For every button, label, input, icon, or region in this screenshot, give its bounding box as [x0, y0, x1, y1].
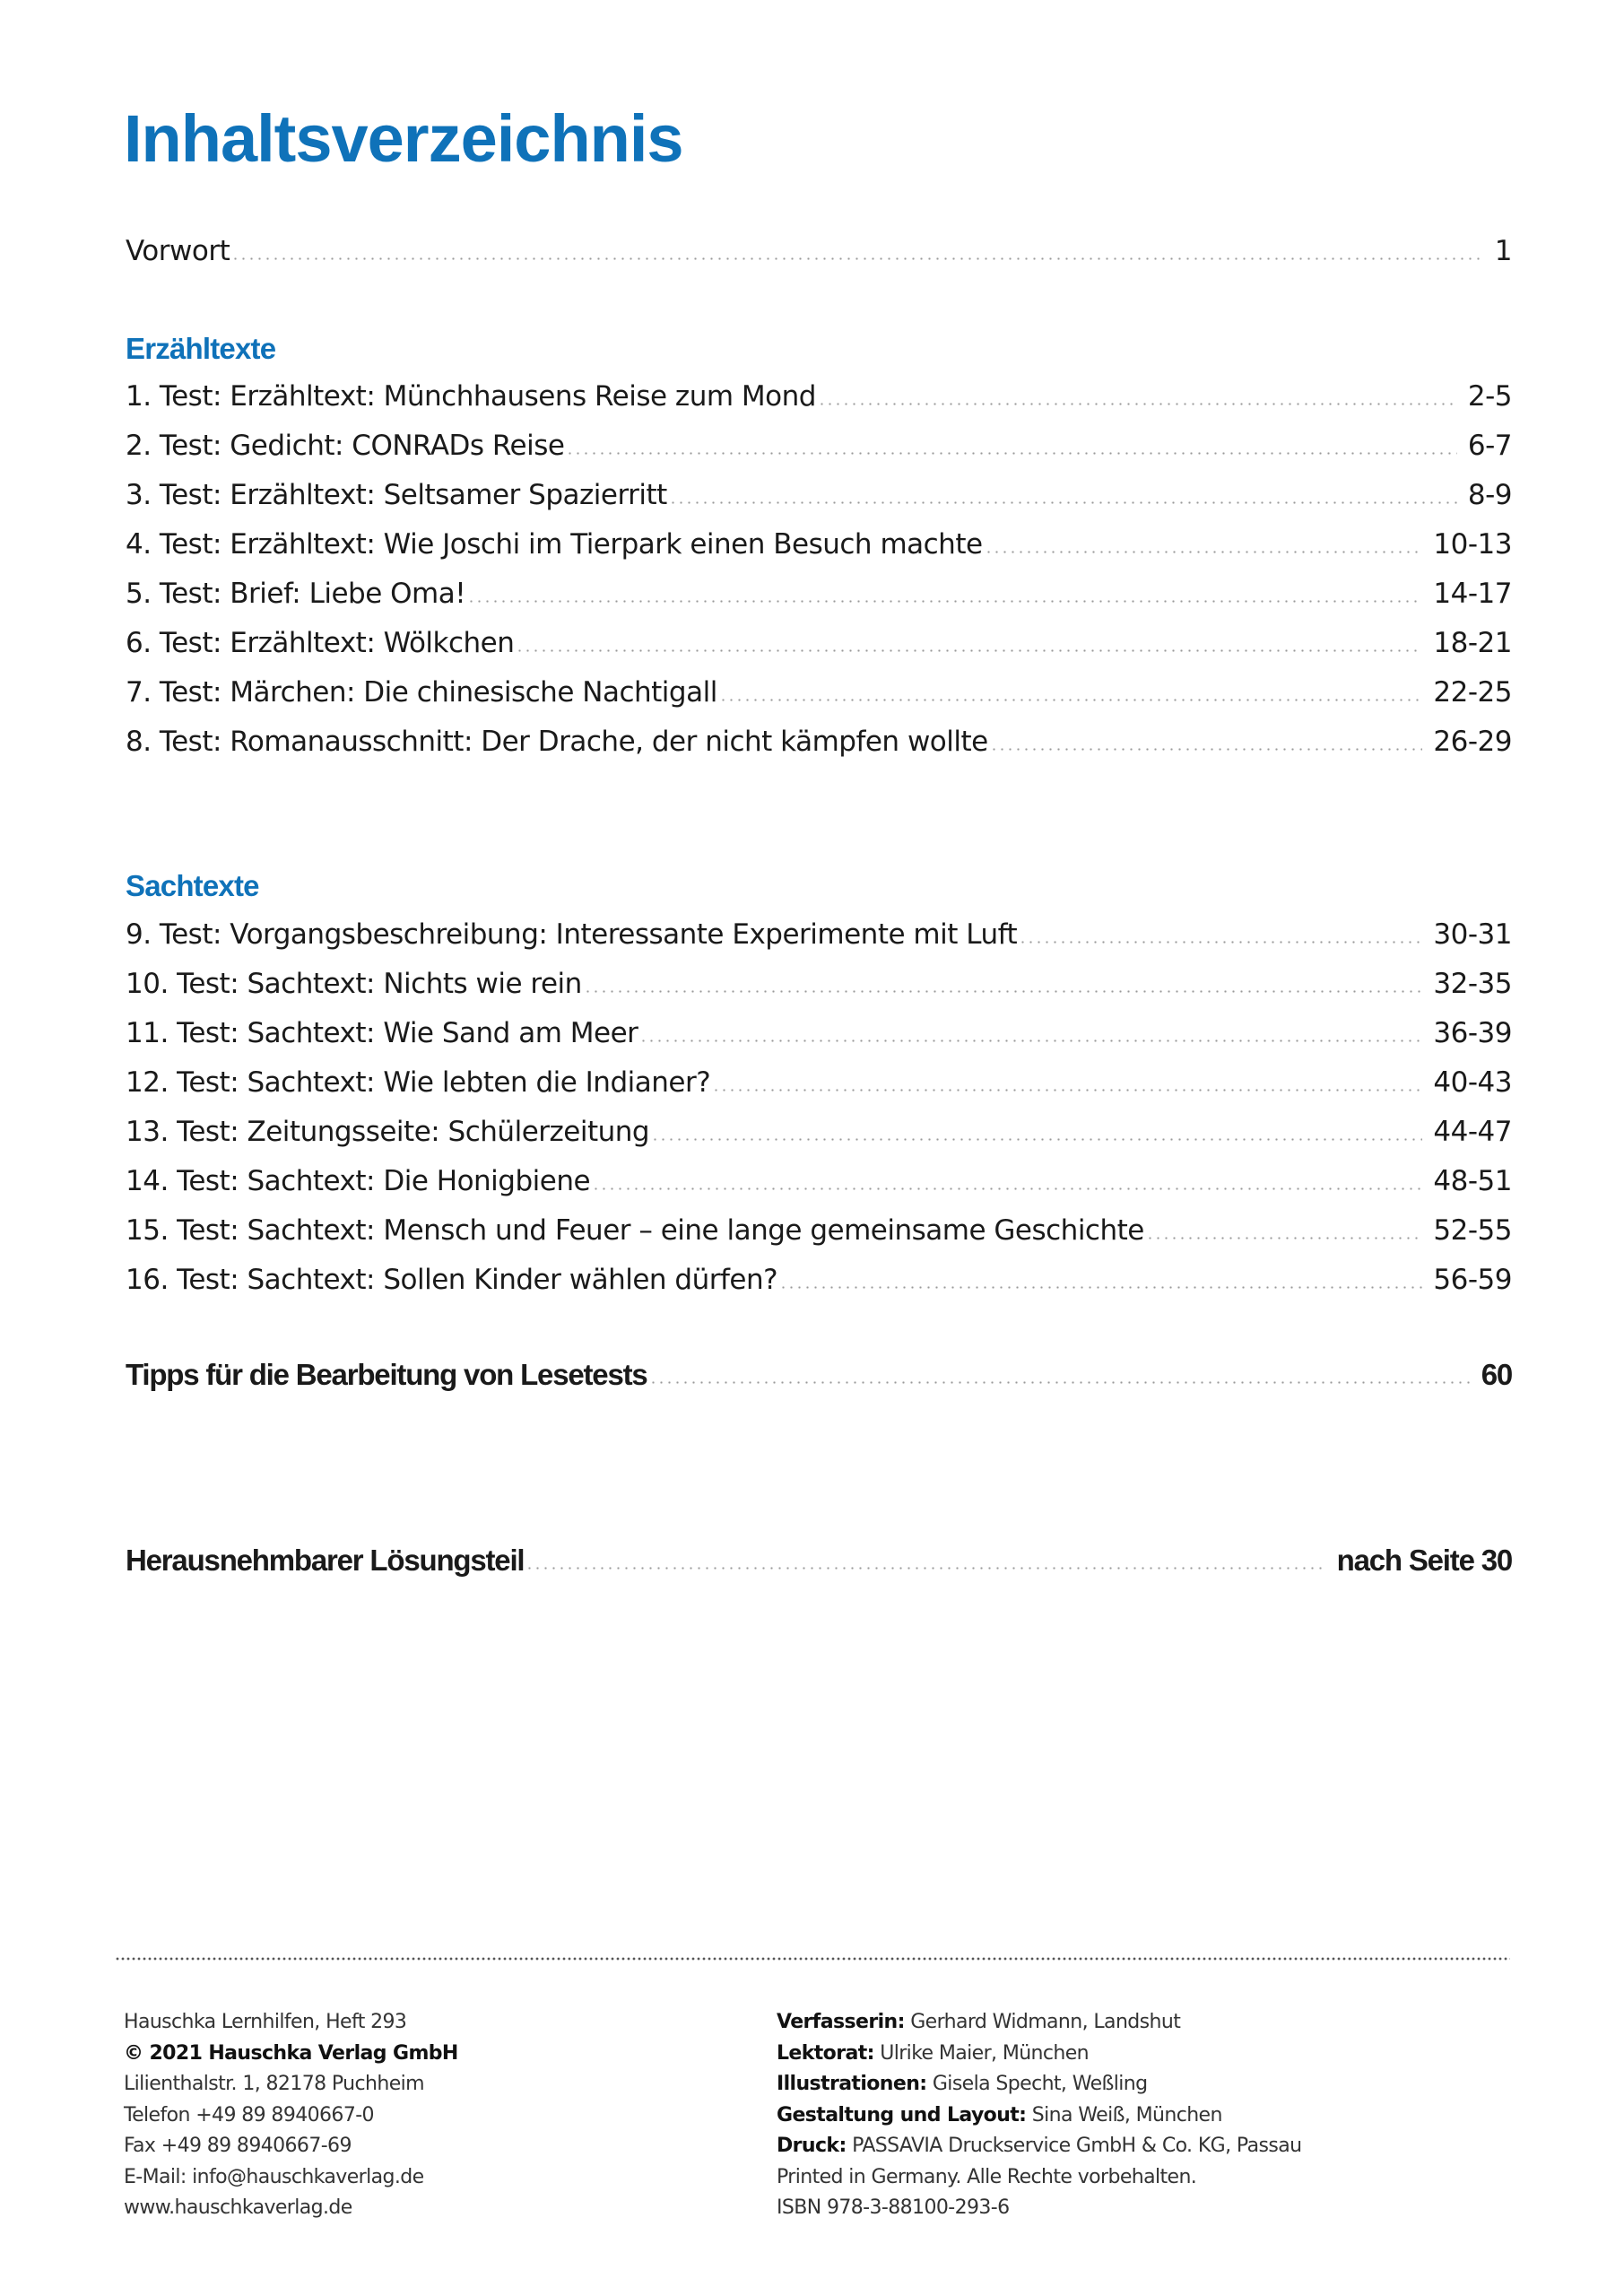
credit-label: Illustrationen:	[777, 2073, 927, 2095]
toc-entry-page: 56-59	[1433, 1264, 1512, 1296]
credit-line	[777, 2162, 1301, 2194]
toc-entry[interactable]	[126, 1008, 1512, 1048]
toc-entry-title: 1. Test: Erzähltext: Münchhausens Reise zum Mond	[126, 380, 816, 413]
dot-leader	[566, 452, 1456, 455]
dot-leader	[719, 699, 1423, 701]
toc-entry-title: 10. Test: Sachtext: Nichts wie rein	[126, 968, 582, 1000]
credit-line	[777, 2100, 1301, 2132]
credit-line	[777, 2039, 1301, 2070]
toc-entry[interactable]	[126, 618, 1512, 657]
toc-entry-solutions[interactable]	[126, 1535, 1512, 1575]
toc-entry-title: 2. Test: Gedicht: CONRADs Reise	[126, 430, 565, 462]
toc-entry-title: Tipps für die Bearbeitung von Lesetests	[126, 1358, 647, 1391]
toc-entry[interactable]	[126, 717, 1512, 756]
dot-leader	[1146, 1237, 1423, 1239]
credit-value: Printed in Germany. Alle Rechte vorbehalten.	[777, 2165, 1197, 2188]
credit-value: Sina Weiß, München	[1031, 2103, 1222, 2126]
toc-entry-title: 4. Test: Erzähltext: Wie Joschi im Tierpark einen Besuch machte	[126, 528, 983, 561]
toc-entry-title: 8. Test: Romanausschnitt: Der Drache, der nicht kämpfen wollte	[126, 726, 988, 758]
toc-entry-page: 2-5	[1467, 380, 1512, 413]
toc-entry[interactable]	[126, 569, 1512, 608]
toc-entry[interactable]	[126, 667, 1512, 707]
publisher-line: www.hauschkaverlag.de	[124, 2196, 352, 2219]
credit-value: Ulrike Maier, München	[880, 2041, 1090, 2065]
toc-entry[interactable]	[126, 1107, 1512, 1146]
toc-entry-page: 36-39	[1433, 1017, 1512, 1049]
section-heading-sachtexte: Sachtexte	[126, 869, 259, 902]
publisher-info	[124, 2007, 458, 2224]
publisher-line: Lilienthalstr. 1, 82178 Puchheim	[124, 2073, 424, 2095]
toc-entry-page: 60	[1481, 1358, 1512, 1391]
credit-value: PASSAVIA Druckservice GmbH & Co. KG, Passau	[852, 2135, 1302, 2157]
credit-line	[777, 2131, 1301, 2162]
dot-leader	[231, 257, 1484, 260]
toc-entry-title: 12. Test: Sachtext: Wie lebten die Indianer?	[126, 1066, 711, 1099]
footer-divider	[115, 1957, 1510, 1961]
toc-entry[interactable]	[126, 371, 1512, 411]
toc-entry-title: 5. Test: Brief: Liebe Oma!	[126, 578, 466, 610]
dot-leader	[669, 501, 1457, 504]
credit-value: Gerhard Widmann, Landshut	[910, 2011, 1181, 2033]
toc-entry-page: 44-47	[1433, 1116, 1512, 1148]
dot-leader	[651, 1138, 1422, 1141]
dot-leader	[516, 649, 1422, 652]
dot-leader	[649, 1381, 1471, 1384]
credit-line	[777, 2007, 1301, 2039]
toc-entry-page: 22-25	[1433, 676, 1512, 709]
dot-leader	[639, 1039, 1422, 1042]
credits-info	[777, 2007, 1301, 2224]
toc-entry-title: 6. Test: Erzähltext: Wölkchen	[126, 627, 515, 659]
publisher-line: Fax +49 89 8940667-69	[124, 2135, 352, 2157]
toc-entry[interactable]	[126, 1255, 1512, 1294]
toc-entry-page: 14-17	[1433, 578, 1512, 610]
dot-leader	[584, 990, 1423, 993]
publisher-line: E-Mail: info@hauschkaverlag.de	[124, 2165, 424, 2188]
toc-entry-page: 48-51	[1433, 1165, 1512, 1197]
toc-entry-title: 9. Test: Vorgangsbeschreibung: Interessante Experimente mit Luft	[126, 918, 1018, 951]
credit-line	[777, 2193, 1301, 2224]
toc-entry[interactable]	[126, 1205, 1512, 1245]
dot-leader	[592, 1187, 1422, 1190]
toc-entry[interactable]	[126, 909, 1512, 949]
toc-entry-title: 3. Test: Erzähltext: Seltsamer Spazierritt	[126, 479, 667, 511]
dot-leader	[1019, 941, 1422, 944]
credit-label: Verfasserin:	[777, 2011, 905, 2033]
dot-leader	[779, 1286, 1422, 1289]
toc-entry-title: 11. Test: Sachtext: Wie Sand am Meer	[126, 1017, 638, 1049]
credit-label: Lektorat:	[777, 2041, 874, 2065]
toc-entry-page: 30-31	[1433, 918, 1512, 951]
toc-entry-page: nach Seite 30	[1336, 1544, 1512, 1577]
publisher-line: © 2021 Hauschka Verlag GmbH	[124, 2041, 458, 2065]
dot-leader	[818, 403, 1457, 405]
toc-entry-page: 26-29	[1433, 726, 1512, 758]
toc-entry-page: 8-9	[1467, 479, 1512, 511]
dot-leader	[525, 1567, 1325, 1570]
dot-leader	[990, 748, 1423, 751]
toc-entry-tips[interactable]	[126, 1350, 1512, 1389]
toc-entry-page: 1	[1494, 235, 1512, 267]
publisher-line: Hauschka Lernhilfen, Heft 293	[124, 2011, 407, 2033]
toc-entry-page: 40-43	[1433, 1066, 1512, 1099]
toc-entry-title: Vorwort	[126, 235, 230, 267]
toc-entry[interactable]	[126, 959, 1512, 998]
dot-leader	[712, 1089, 1422, 1091]
toc-entry-title: 14. Test: Sachtext: Die Honigbiene	[126, 1165, 591, 1197]
toc-entry-title: 15. Test: Sachtext: Mensch und Feuer – eine lange gemeinsame Geschichte	[126, 1214, 1144, 1247]
toc-entry-page: 10-13	[1433, 528, 1512, 561]
toc-entry-page: 6-7	[1467, 430, 1512, 462]
credit-value: Gisela Specht, Weßling	[932, 2073, 1148, 2095]
toc-entry[interactable]	[126, 421, 1512, 460]
toc-entry-title: 13. Test: Zeitungsseite: Schülerzeitung	[126, 1116, 650, 1148]
toc-entry[interactable]	[126, 1156, 1512, 1196]
credit-value: ISBN 978-3-88100-293-6	[777, 2196, 1010, 2219]
publisher-line: Telefon +49 89 8940667-0	[124, 2103, 374, 2126]
toc-entry-page: 32-35	[1433, 968, 1512, 1000]
page-title: Inhaltsverzeichnis	[124, 101, 683, 176]
toc-entry[interactable]	[126, 519, 1512, 559]
credit-label: Druck:	[777, 2135, 847, 2157]
toc-entry-title: 16. Test: Sachtext: Sollen Kinder wählen dürfen?	[126, 1264, 778, 1296]
toc-entry-page: 18-21	[1433, 627, 1512, 659]
dot-leader	[985, 551, 1423, 553]
toc-entry[interactable]	[126, 470, 1512, 509]
toc-entry-preface[interactable]	[126, 226, 1512, 265]
credit-label: Gestaltung und Layout:	[777, 2103, 1027, 2126]
section-heading-erzaehltexte: Erzähltexte	[126, 332, 276, 365]
toc-entry-title: Herausnehmbarer Lösungsteil	[126, 1544, 525, 1577]
toc-entry-page: 52-55	[1433, 1214, 1512, 1247]
credit-line	[777, 2069, 1301, 2100]
toc-entry[interactable]	[126, 1057, 1512, 1097]
toc-entry-title: 7. Test: Märchen: Die chinesische Nachtigall	[126, 676, 717, 709]
dot-leader	[467, 600, 1422, 603]
